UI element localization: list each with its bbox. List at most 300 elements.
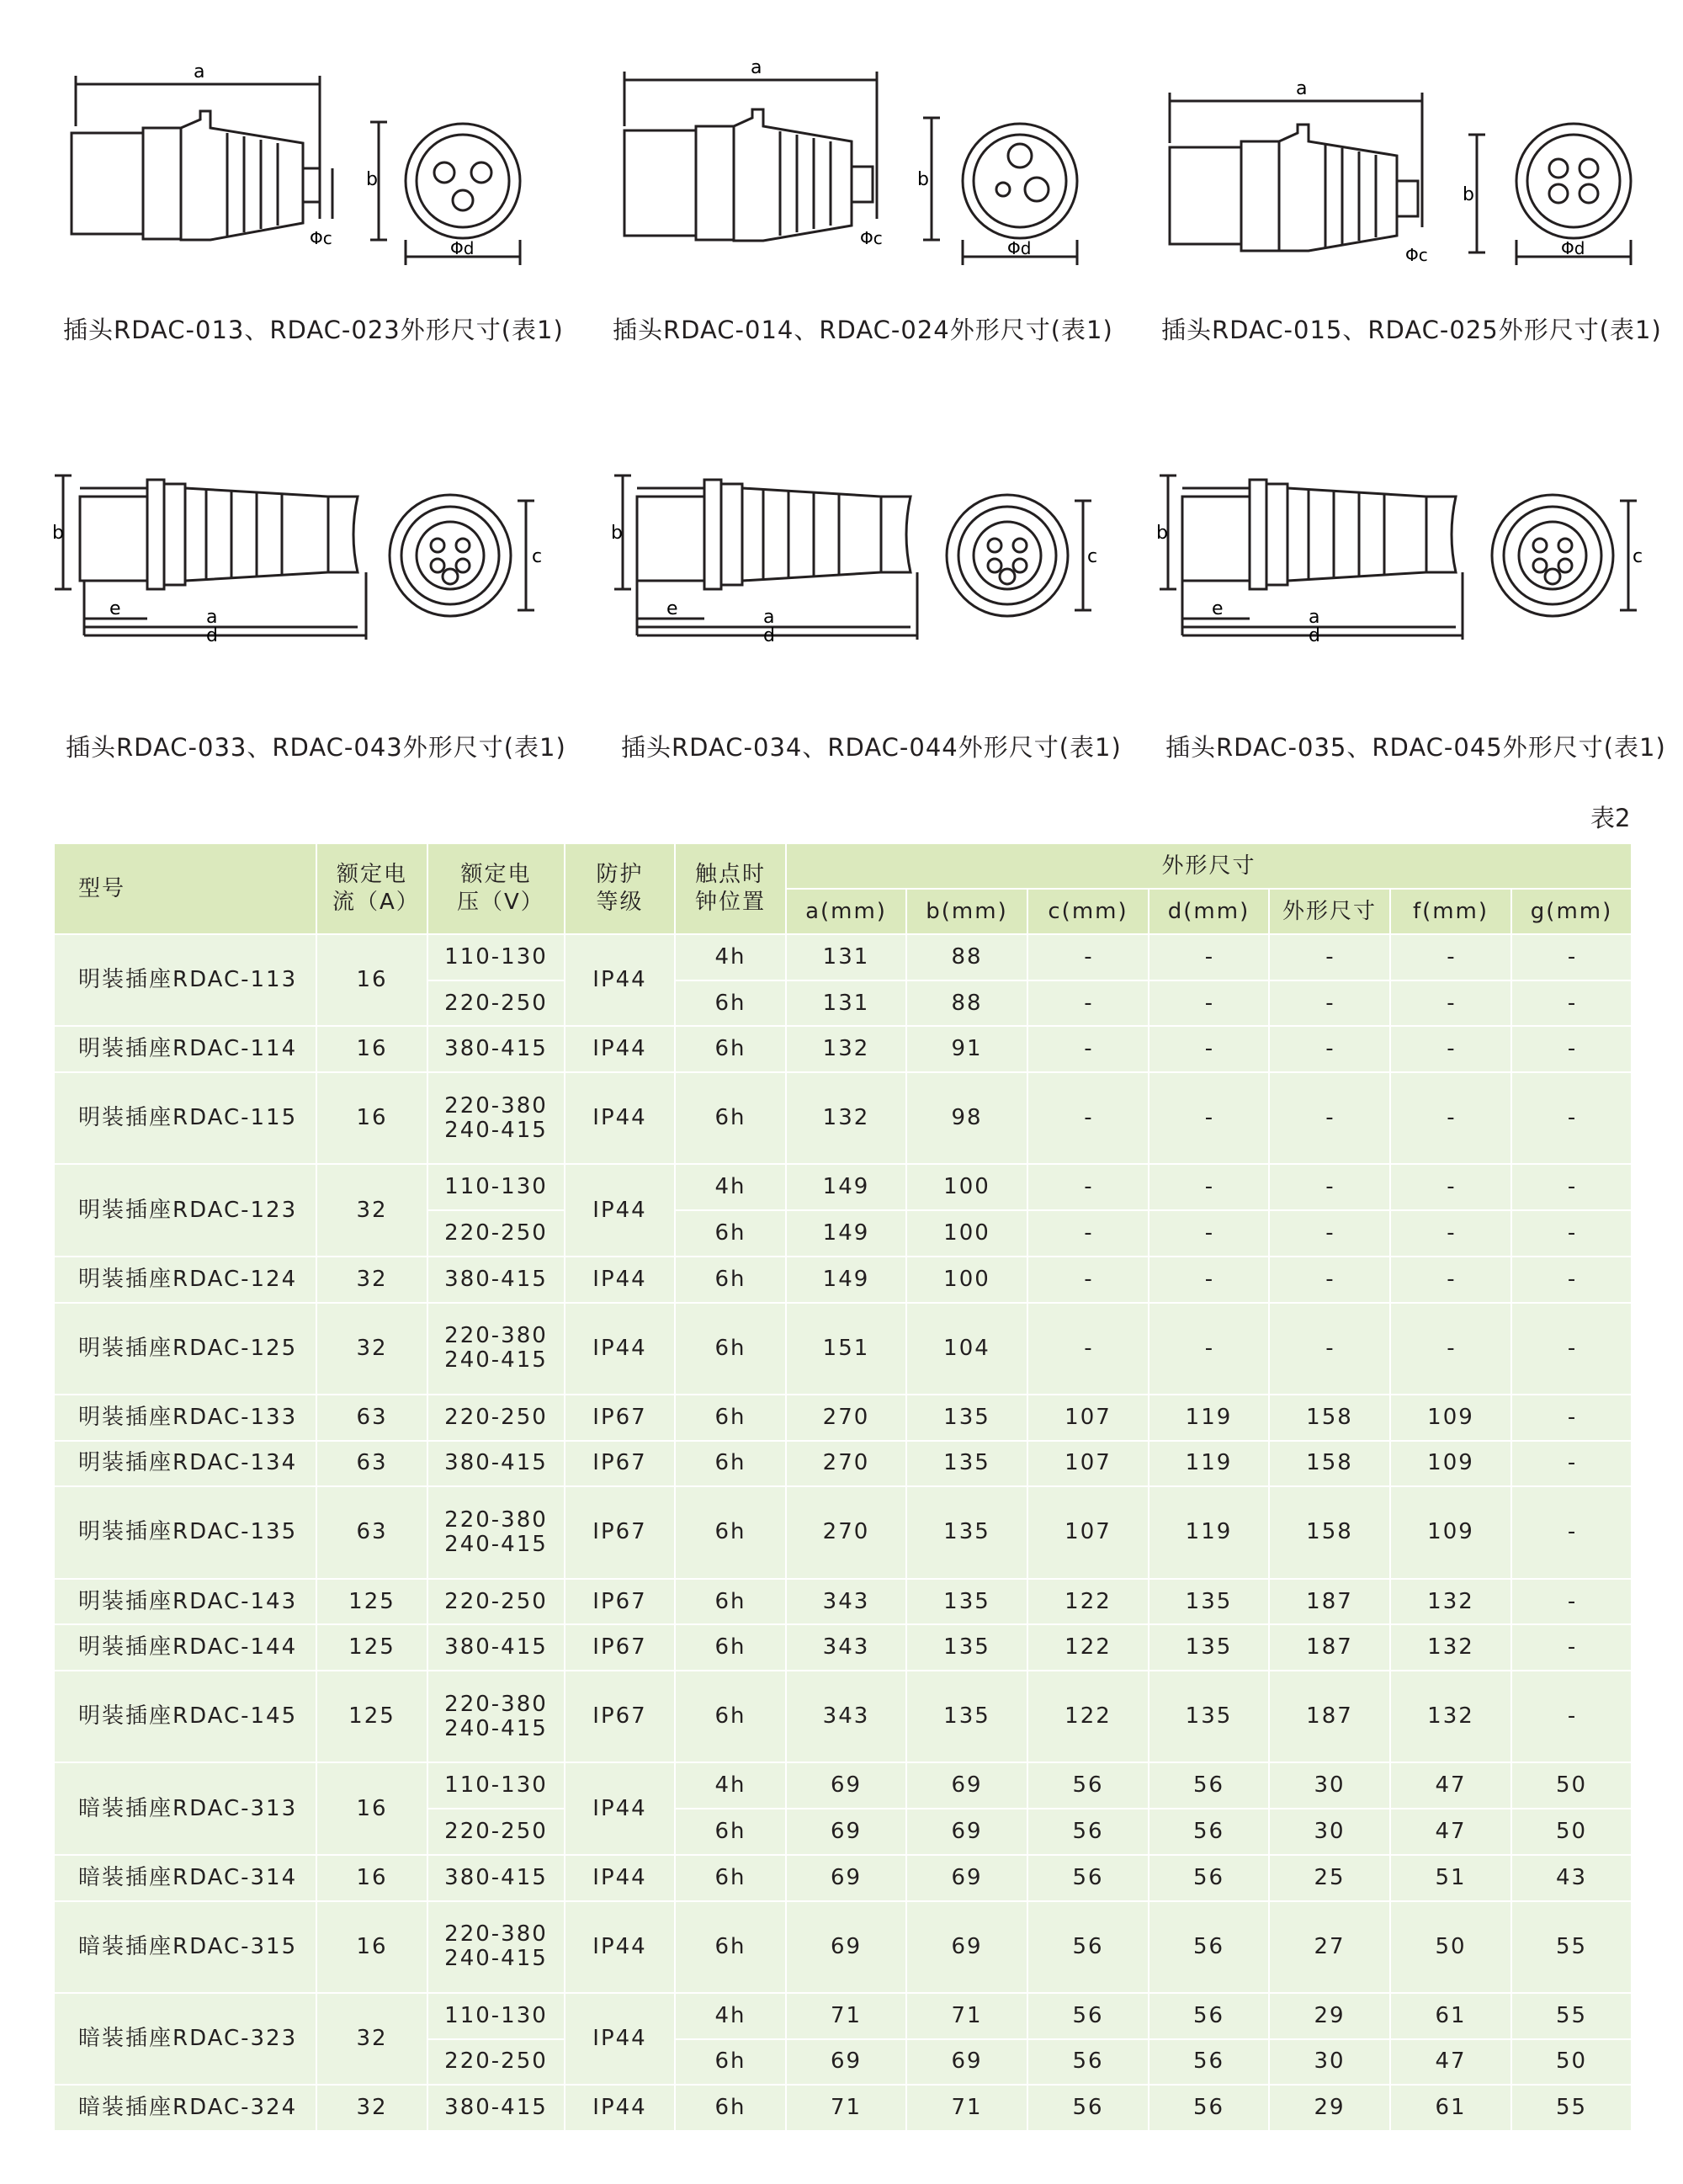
cell-dim: - [1027,1210,1149,1257]
cell-clock: 4h [675,1993,786,2039]
cell-current: 16 [316,1762,427,1854]
cell-dim: 69 [906,1809,1027,1855]
cell-dim: 50 [1511,1762,1632,1809]
cell-dim: 47 [1390,1809,1511,1855]
cell-dim: 25 [1269,1855,1390,1901]
figure-1 [50,50,555,278]
cell-dim: - [1149,1210,1269,1257]
cell-dim: 56 [1027,1901,1149,1993]
cell-dim: - [1149,1026,1269,1072]
cell-current: 32 [316,2085,427,2131]
cell-dim: 56 [1027,1809,1149,1855]
cell-protection: IP44 [565,1257,675,1303]
cell-dim: 30 [1269,1762,1390,1809]
cell-dim: 61 [1390,2085,1511,2131]
cell-voltage [427,1210,565,1257]
cell-clock: 4h [675,1164,786,1210]
cell-dim: 132 [786,1072,906,1164]
cell-clock: 4h [675,1762,786,1809]
header-voltage: 额定电压（V） [427,843,565,934]
cell-dim: - [1149,934,1269,980]
cell-dim: - [1511,1303,1632,1395]
cell-dim: 122 [1027,1624,1149,1671]
plug-drawing [1144,463,1649,656]
voltage-value: 220-250 [444,1220,548,1246]
cell-dim: - [1511,980,1632,1027]
cell-dim: - [1511,1486,1632,1578]
cell-current: 63 [316,1395,427,1441]
cell-model: 明装插座RDAC-134 [54,1441,316,1487]
cell-dim: 56 [1027,2039,1149,2086]
dim-d: Φd [1007,238,1032,258]
table-row [54,934,1632,980]
cell-dim: - [1390,980,1511,1027]
cell-protection: IP44 [565,1026,675,1072]
cell-model: 明装插座RDAC-123 [54,1164,316,1256]
cell-clock: 6h [675,1624,786,1671]
header-dim-0: a(mm) [786,889,906,934]
cell-voltage [427,1395,565,1441]
voltage-value-2: 240-415 [444,1117,548,1143]
cell-dim: 69 [906,1901,1027,1993]
voltage-value: 220-250 [444,1818,548,1844]
dim-d: d [206,625,218,646]
cell-dim: 270 [786,1395,906,1441]
cell-dim: 158 [1269,1486,1390,1578]
cell-dim: 56 [1027,1855,1149,1901]
cell-dim: - [1511,1395,1632,1441]
cell-model: 明装插座RDAC-113 [54,934,316,1026]
cell-current: 16 [316,1855,427,1901]
cell-dim: 56 [1149,1855,1269,1901]
cell-dim: 135 [906,1671,1027,1762]
cell-dim: - [1511,1026,1632,1072]
cell-dim: 135 [1149,1579,1269,1625]
cell-dim: - [1390,1164,1511,1210]
cell-dim: 343 [786,1671,906,1762]
table-row [54,2085,1632,2131]
cell-dim: - [1269,1072,1390,1164]
cell-current: 16 [316,1901,427,1993]
cell-dim: 56 [1027,2085,1149,2131]
cell-voltage [427,1486,565,1578]
voltage-value: 380-415 [444,1450,548,1476]
cell-dim: 100 [906,1164,1027,1210]
cell-voltage [427,1303,565,1395]
header-model: 型号 [54,843,316,934]
cell-dim: 109 [1390,1395,1511,1441]
cell-clock: 6h [675,1809,786,1855]
cell-dim: - [1390,1026,1511,1072]
cell-dim: - [1511,1441,1632,1487]
cell-voltage [427,934,565,980]
table-row [54,1579,1632,1625]
cell-dim: 270 [786,1486,906,1578]
plug-drawing [599,50,1104,278]
cell-current: 16 [316,934,427,1026]
cell-current: 63 [316,1441,427,1487]
plug-drawing [599,463,1104,656]
cell-dim: 135 [906,1395,1027,1441]
header-dim-6: g(mm) [1511,889,1632,934]
cell-dim: 56 [1149,2085,1269,2131]
dim-a: a [751,57,762,78]
cell-voltage [427,1993,565,2039]
dim-e: e [1212,598,1224,619]
cell-dim: 71 [906,1993,1027,2039]
cell-dim: 119 [1149,1395,1269,1441]
cell-dim: 131 [786,934,906,980]
header-clock: 触点时钟位置 [675,843,786,934]
voltage-value: 220-250 [444,990,548,1016]
cell-voltage [427,2039,565,2086]
cell-dim: - [1511,1671,1632,1762]
cell-dim: 56 [1027,1762,1149,1809]
cell-dim: 132 [1390,1671,1511,1762]
dim-b: b [366,169,378,190]
cell-dim: - [1027,980,1149,1027]
header-dim-1: b(mm) [906,889,1027,934]
cell-dim: - [1149,1257,1269,1303]
cell-dim: 149 [786,1210,906,1257]
cell-dim: 55 [1511,2085,1632,2131]
dim-c: Φc [1405,245,1428,265]
dim-d: d [1309,625,1320,646]
cell-dim: 107 [1027,1486,1149,1578]
cell-voltage [427,1855,565,1901]
table-row [54,1441,1632,1487]
dim-b: b [52,523,64,544]
figure-caption-4: 插头RDAC-033、RDAC-043外形尺寸(表1) [66,733,566,762]
cell-dim: 122 [1027,1579,1149,1625]
cell-model: 暗装插座RDAC-323 [54,1993,316,2085]
cell-dim: - [1269,1210,1390,1257]
cell-dim: 71 [786,1993,906,2039]
voltage-value: 220-380 [444,1323,548,1349]
cell-dim: - [1269,934,1390,980]
cell-dim: 55 [1511,1993,1632,2039]
cell-dim: - [1149,1072,1269,1164]
cell-model: 暗装插座RDAC-324 [54,2085,316,2131]
voltage-value: 220-380 [444,1092,548,1119]
table-row [54,1762,1632,1809]
cell-dim: 56 [1027,1993,1149,2039]
table-row [54,1395,1632,1441]
table-label: 表2 [1590,804,1631,832]
dim-b: b [1463,184,1474,205]
cell-dim: 100 [906,1210,1027,1257]
figure-caption-1: 插头RDAC-013、RDAC-023外形尺寸(表1) [63,316,564,344]
cell-clock: 6h [675,1901,786,1993]
cell-voltage [427,980,565,1027]
cell-protection: IP44 [565,1164,675,1256]
cell-dim: 50 [1511,2039,1632,2086]
cell-model: 明装插座RDAC-143 [54,1579,316,1625]
voltage-value: 220-250 [444,2048,548,2075]
voltage-value: 380-415 [444,1266,548,1292]
cell-dim: 119 [1149,1441,1269,1487]
cell-dim: - [1269,1164,1390,1210]
cell-voltage [427,1164,565,1210]
voltage-value: 110-130 [444,1174,548,1200]
cell-protection: IP44 [565,934,675,1026]
voltage-value: 380-415 [444,1864,548,1890]
cell-voltage [427,1257,565,1303]
cell-dim: 91 [906,1026,1027,1072]
cell-model: 明装插座RDAC-115 [54,1072,316,1164]
cell-dim: 132 [1390,1624,1511,1671]
plug-drawing [50,463,555,656]
cell-protection: IP44 [565,1072,675,1164]
cell-dim: 69 [786,1809,906,1855]
figure-caption-3: 插头RDAC-015、RDAC-025外形尺寸(表1) [1161,316,1662,344]
cell-dim: - [1149,980,1269,1027]
cell-dim: 135 [906,1624,1027,1671]
header-dimensions: 外形尺寸 [786,843,1632,889]
cell-model: 暗装插座RDAC-315 [54,1901,316,1993]
cell-dim: 69 [786,1901,906,1993]
cell-voltage [427,1624,565,1671]
cell-dim: 69 [906,1762,1027,1809]
header-dim-5: f(mm) [1390,889,1511,934]
cell-dim: - [1511,1624,1632,1671]
voltage-value: 380-415 [444,1036,548,1062]
cell-clock: 6h [675,1026,786,1072]
cell-dim: 56 [1149,1993,1269,2039]
header-dim-2: c(mm) [1027,889,1149,934]
voltage-value: 110-130 [444,1772,548,1799]
cell-dim: 100 [906,1257,1027,1303]
cell-protection: IP67 [565,1624,675,1671]
cell-protection: IP67 [565,1486,675,1578]
cell-dim: 47 [1390,2039,1511,2086]
cell-protection: IP44 [565,1303,675,1395]
table-row [54,1026,1632,1072]
cell-clock: 6h [675,1303,786,1395]
cell-dim: 187 [1269,1624,1390,1671]
header-dim-3: d(mm) [1149,889,1269,934]
cell-clock: 6h [675,1395,786,1441]
cell-dim: 56 [1149,1901,1269,1993]
table-row [54,1164,1632,1210]
cell-dim: 69 [786,1855,906,1901]
cell-dim: 158 [1269,1395,1390,1441]
cell-voltage [427,1441,565,1487]
cell-model: 明装插座RDAC-124 [54,1257,316,1303]
cell-voltage [427,2085,565,2131]
dim-d: d [763,625,775,646]
cell-dim: 29 [1269,1993,1390,2039]
dim-d: Φd [450,238,475,258]
cell-dim: 56 [1149,2039,1269,2086]
cell-dim: - [1390,934,1511,980]
voltage-value: 220-250 [444,1588,548,1614]
dim-c: Φc [860,228,883,248]
dim-e: e [109,598,121,619]
cell-dim: 135 [906,1486,1027,1578]
table-row [54,1072,1632,1164]
cell-dim: 135 [906,1441,1027,1487]
dim-b: b [1156,523,1168,544]
dim-a: a [194,61,205,82]
cell-dim: 187 [1269,1579,1390,1625]
voltage-value: 380-415 [444,2095,548,2121]
cell-clock: 6h [675,1579,786,1625]
dim-e: e [666,598,678,619]
voltage-value: 220-380 [444,1691,548,1717]
cell-dim: 30 [1269,1809,1390,1855]
cell-current: 63 [316,1486,427,1578]
table-row [54,1901,1632,1993]
cell-dim: 71 [786,2085,906,2131]
cell-dim: - [1027,1303,1149,1395]
cell-dim: 132 [786,1026,906,1072]
dim-a: a [206,607,218,628]
dim-c: Φc [310,228,332,248]
cell-current: 125 [316,1624,427,1671]
cell-protection: IP67 [565,1671,675,1762]
cell-model: 暗装插座RDAC-314 [54,1855,316,1901]
cell-model: 明装插座RDAC-114 [54,1026,316,1072]
cell-dim: 131 [786,980,906,1027]
header-protection: 防护等级 [565,843,675,934]
figure-5 [599,463,1104,656]
cell-dim: - [1149,1164,1269,1210]
cell-dim: 56 [1149,1809,1269,1855]
cell-dim: - [1390,1257,1511,1303]
cell-protection: IP44 [565,1901,675,1993]
cell-dim: 151 [786,1303,906,1395]
cell-dim: - [1027,1164,1149,1210]
table-body [54,934,1632,2131]
cell-clock: 6h [675,1210,786,1257]
cell-dim: 56 [1149,1762,1269,1809]
cell-dim: 122 [1027,1671,1149,1762]
cell-dim: 107 [1027,1395,1149,1441]
cell-dim: - [1269,1026,1390,1072]
cell-dim: 29 [1269,2085,1390,2131]
cell-dim: - [1027,1257,1149,1303]
cell-dim: 187 [1269,1671,1390,1762]
figure-2 [599,50,1104,278]
cell-current: 32 [316,1257,427,1303]
cell-clock: 6h [675,2085,786,2131]
cell-model: 明装插座RDAC-144 [54,1624,316,1671]
voltage-value: 110-130 [444,2002,548,2028]
cell-protection: IP67 [565,1395,675,1441]
cell-current: 32 [316,1993,427,2085]
dim-b: b [917,169,929,190]
cell-dim: - [1511,1579,1632,1625]
cell-voltage [427,1026,565,1072]
dim-c: c [532,546,543,567]
cell-protection: IP44 [565,1855,675,1901]
cell-dim: - [1390,1303,1511,1395]
table-row [54,1855,1632,1901]
cell-protection: IP44 [565,2085,675,2131]
table-row [54,1624,1632,1671]
cell-dim: 55 [1511,1901,1632,1993]
cell-dim: 149 [786,1257,906,1303]
figure-3 [1144,50,1649,278]
cell-dim: - [1269,1257,1390,1303]
voltage-value: 220-380 [444,1921,548,1948]
cell-model: 明装插座RDAC-125 [54,1303,316,1395]
cell-dim: 107 [1027,1441,1149,1487]
cell-dim: 69 [906,1855,1027,1901]
cell-dim: 61 [1390,1993,1511,2039]
cell-clock: 6h [675,1671,786,1762]
cell-dim: 119 [1149,1486,1269,1578]
cell-dim: - [1511,1072,1632,1164]
cell-current: 16 [316,1072,427,1164]
cell-dim: 135 [1149,1671,1269,1762]
cell-dim: 50 [1390,1901,1511,1993]
cell-dim: 69 [786,2039,906,2086]
cell-model: 明装插座RDAC-135 [54,1486,316,1578]
cell-clock: 6h [675,1441,786,1487]
plug-drawing [50,50,555,278]
cell-protection: IP67 [565,1579,675,1625]
cell-dim: 98 [906,1072,1027,1164]
table-row [54,1993,1632,2039]
figure-4 [50,463,555,656]
plug-drawing [1144,50,1649,278]
cell-dim: - [1027,934,1149,980]
voltage-value-2: 240-415 [444,1531,548,1557]
figure-caption-2: 插头RDAC-014、RDAC-024外形尺寸(表1) [613,316,1113,344]
header-current: 额定电流（A） [316,843,427,934]
cell-dim: 88 [906,934,1027,980]
table-row [54,1671,1632,1762]
cell-dim: 109 [1390,1486,1511,1578]
cell-clock: 6h [675,1257,786,1303]
voltage-value: 220-380 [444,1506,548,1533]
voltage-value: 220-250 [444,1404,548,1430]
cell-dim: 104 [906,1303,1027,1395]
dim-b: b [611,523,623,544]
cell-dim: 30 [1269,2039,1390,2086]
cell-voltage [427,1671,565,1762]
cell-dim: 149 [786,1164,906,1210]
voltage-value: 110-130 [444,943,548,970]
cell-dim: 343 [786,1624,906,1671]
cell-dim: 158 [1269,1441,1390,1487]
cell-clock: 6h [675,1486,786,1578]
cell-current: 125 [316,1671,427,1762]
cell-dim: - [1027,1072,1149,1164]
cell-current: 32 [316,1303,427,1395]
cell-dim: - [1269,980,1390,1027]
cell-dim: 69 [906,2039,1027,2086]
cell-voltage [427,1579,565,1625]
cell-clock: 6h [675,980,786,1027]
cell-dim: 270 [786,1441,906,1487]
cell-dim: 135 [906,1579,1027,1625]
dim-a: a [1296,78,1308,99]
cell-current: 32 [316,1164,427,1256]
cell-dim: - [1511,1164,1632,1210]
table-header [54,843,1632,934]
dim-d: Φd [1561,238,1585,258]
voltage-value-2: 240-415 [444,1715,548,1741]
cell-protection: IP44 [565,1762,675,1854]
cell-dim: 71 [906,2085,1027,2131]
cell-dim: - [1269,1303,1390,1395]
cell-dim: - [1027,1026,1149,1072]
cell-current: 125 [316,1579,427,1625]
cell-dim: 50 [1511,1809,1632,1855]
